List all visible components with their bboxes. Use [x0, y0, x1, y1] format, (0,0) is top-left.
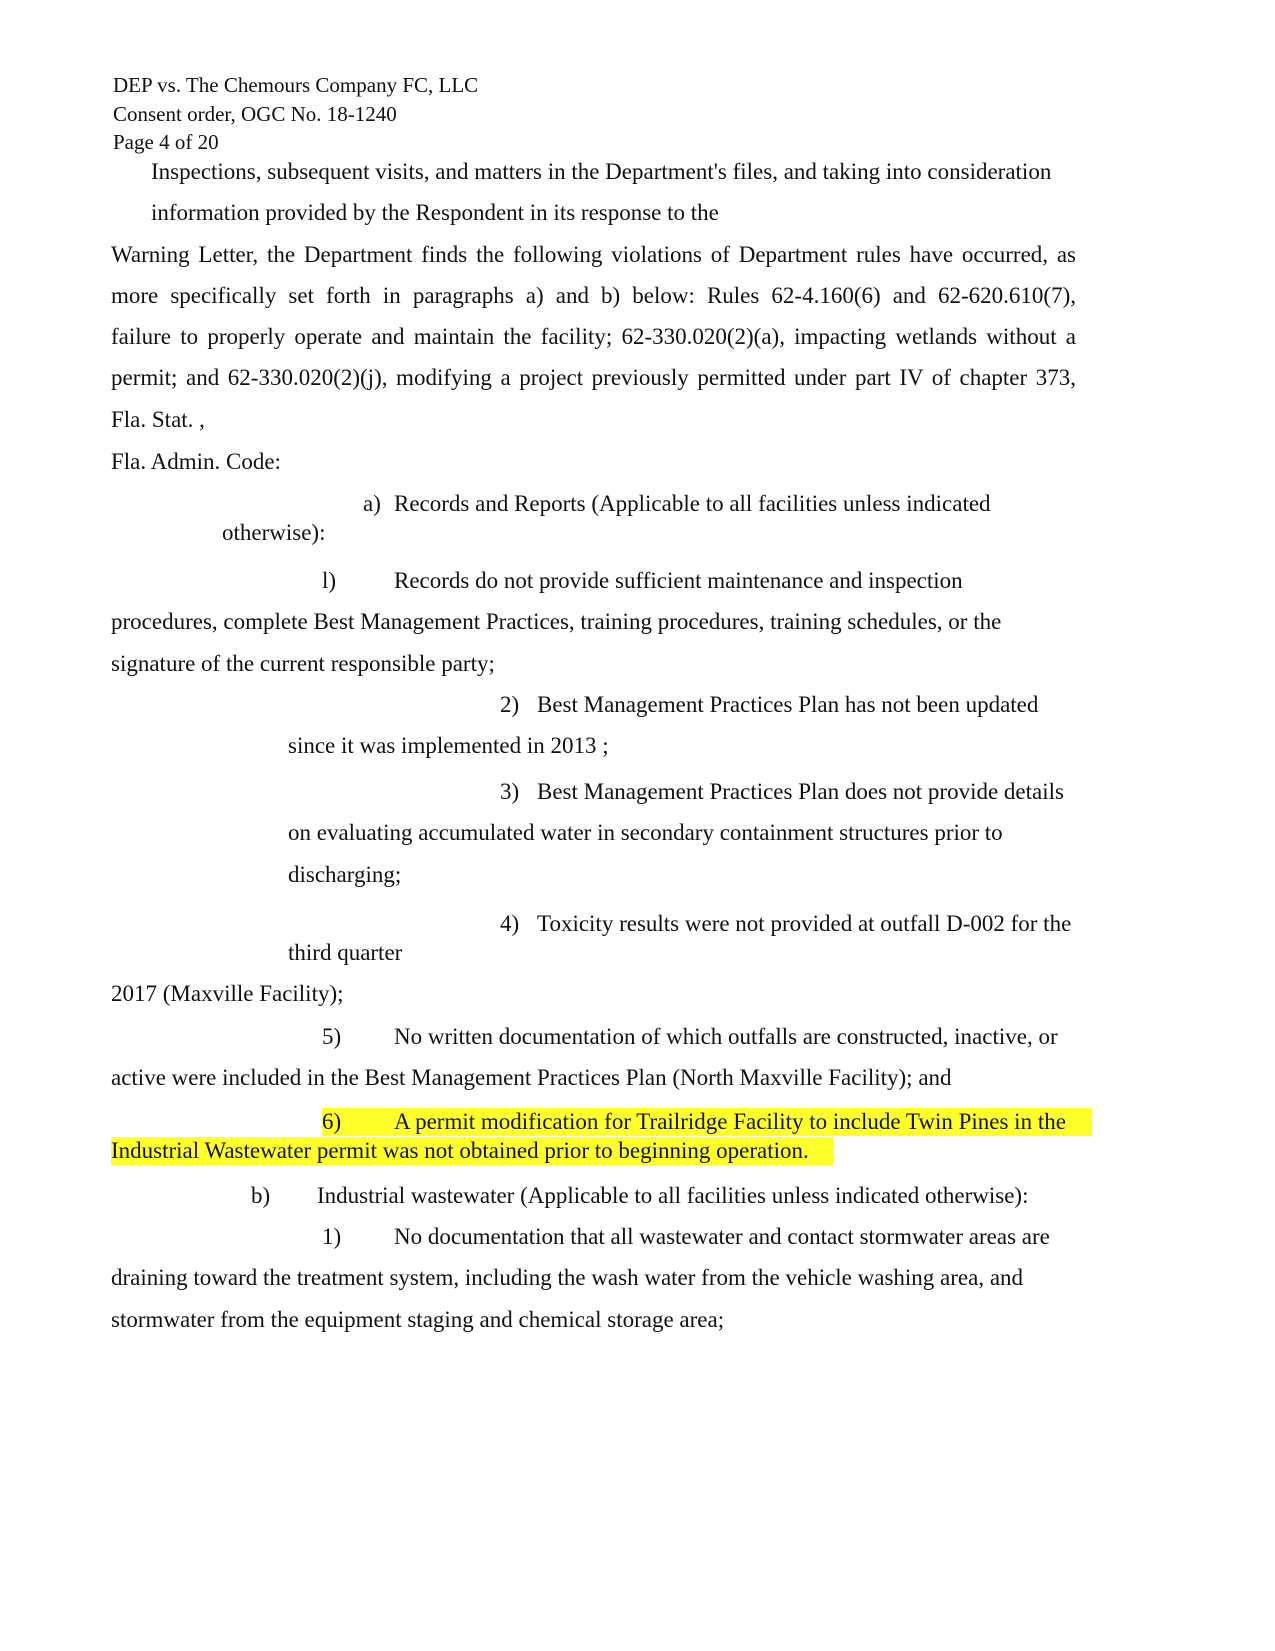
intro-line-4: more specifically set forth in paragraphs a) and b) below: Rules 62-4.160(6) and 62-620.610(7),	[111, 283, 1076, 308]
item-a3-line-2: on evaluating accumulated water in secondary containment structures prior to	[288, 820, 1003, 845]
item-a3-line-1: Best Management Practices Plan does not provide details	[537, 779, 1064, 804]
item-a6-line-2: Industrial Wastewater permit was not obtained prior to beginning operation.	[111, 1138, 809, 1163]
item-a1-line-2: procedures, complete Best Management Practices, training procedures, training schedules, or the	[111, 609, 1002, 634]
section-b-marker: b)	[251, 1183, 271, 1208]
item-b1-line-3: stormwater from the equipment staging and chemical storage area;	[111, 1307, 725, 1332]
item-a6-number: 6)	[322, 1109, 342, 1134]
section-b-heading: Industrial wastewater (Applicable to all facilities unless indicated otherwise):	[317, 1183, 1029, 1208]
item-a6-line-1: A permit modification for Trailridge Facility to include Twin Pines in the	[394, 1109, 1066, 1134]
section-a-heading-cont: otherwise):	[222, 520, 326, 545]
item-a5-line-1: No written documentation of which outfalls are constructed, inactive, or	[394, 1024, 1058, 1049]
item-b1-line-2: draining toward the treatment system, including the wash water from the vehicle washing area, and	[111, 1265, 1024, 1290]
item-a2-number: 2)	[500, 692, 520, 717]
item-b1-number: 1)	[322, 1224, 342, 1249]
item-a2-line-2: since it was implemented in 2013 ;	[288, 733, 609, 758]
item-a3-line-3: discharging;	[288, 862, 402, 887]
item-a1-line-1: Records do not provide sufficient maintenance and inspection	[394, 568, 963, 593]
header-case-title: DEP vs. The Chemours Company FC, LLC	[113, 73, 479, 97]
header-order-number: Consent order, OGC No. 18-1240	[113, 102, 397, 126]
intro-line-3: Warning Letter, the Department finds the following violations of Department rules have occurred, as	[111, 242, 1076, 267]
section-a-heading: Records and Reports (Applicable to all facilities unless indicated	[394, 491, 991, 516]
intro-line-6: permit; and 62-330.020(2)(j), modifying a project previously permitted under part IV of chapter 373,	[111, 365, 1076, 390]
intro-line-7: Fla. Stat. ,	[111, 407, 205, 432]
item-a3-number: 3)	[500, 779, 520, 804]
item-a1-line-3: signature of the current responsible party;	[111, 651, 495, 676]
header-page-number: Page 4 of 20	[113, 130, 219, 154]
intro-line-2: information provided by the Respondent in its response to the	[151, 200, 719, 225]
item-a4-line-2: third quarter	[288, 940, 403, 965]
item-a1-number: l)	[322, 568, 337, 593]
intro-line-5: failure to properly operate and maintain the facility; 62-330.020(2)(a), impacting wetlands without a	[111, 324, 1076, 349]
item-a5-line-2: active were included in the Best Management Practices Plan (North Maxville Facility); and	[111, 1065, 952, 1090]
intro-line-8: Fla. Admin. Code:	[111, 449, 281, 474]
item-a4-number: 4)	[500, 911, 520, 936]
section-a-marker: a)	[363, 491, 381, 516]
item-b1-line-1: No documentation that all wastewater and contact stormwater areas are	[394, 1224, 1050, 1249]
item-a5-number: 5)	[322, 1024, 342, 1049]
item-a4-line-3: 2017 (Maxville Facility);	[111, 981, 344, 1006]
intro-line-1: Inspections, subsequent visits, and matters in the Department's files, and taking into consideration	[151, 159, 1052, 184]
item-a4-line-1: Toxicity results were not provided at outfall D-002 for the	[537, 911, 1072, 936]
item-a2-line-1: Best Management Practices Plan has not been updated	[537, 692, 1039, 717]
